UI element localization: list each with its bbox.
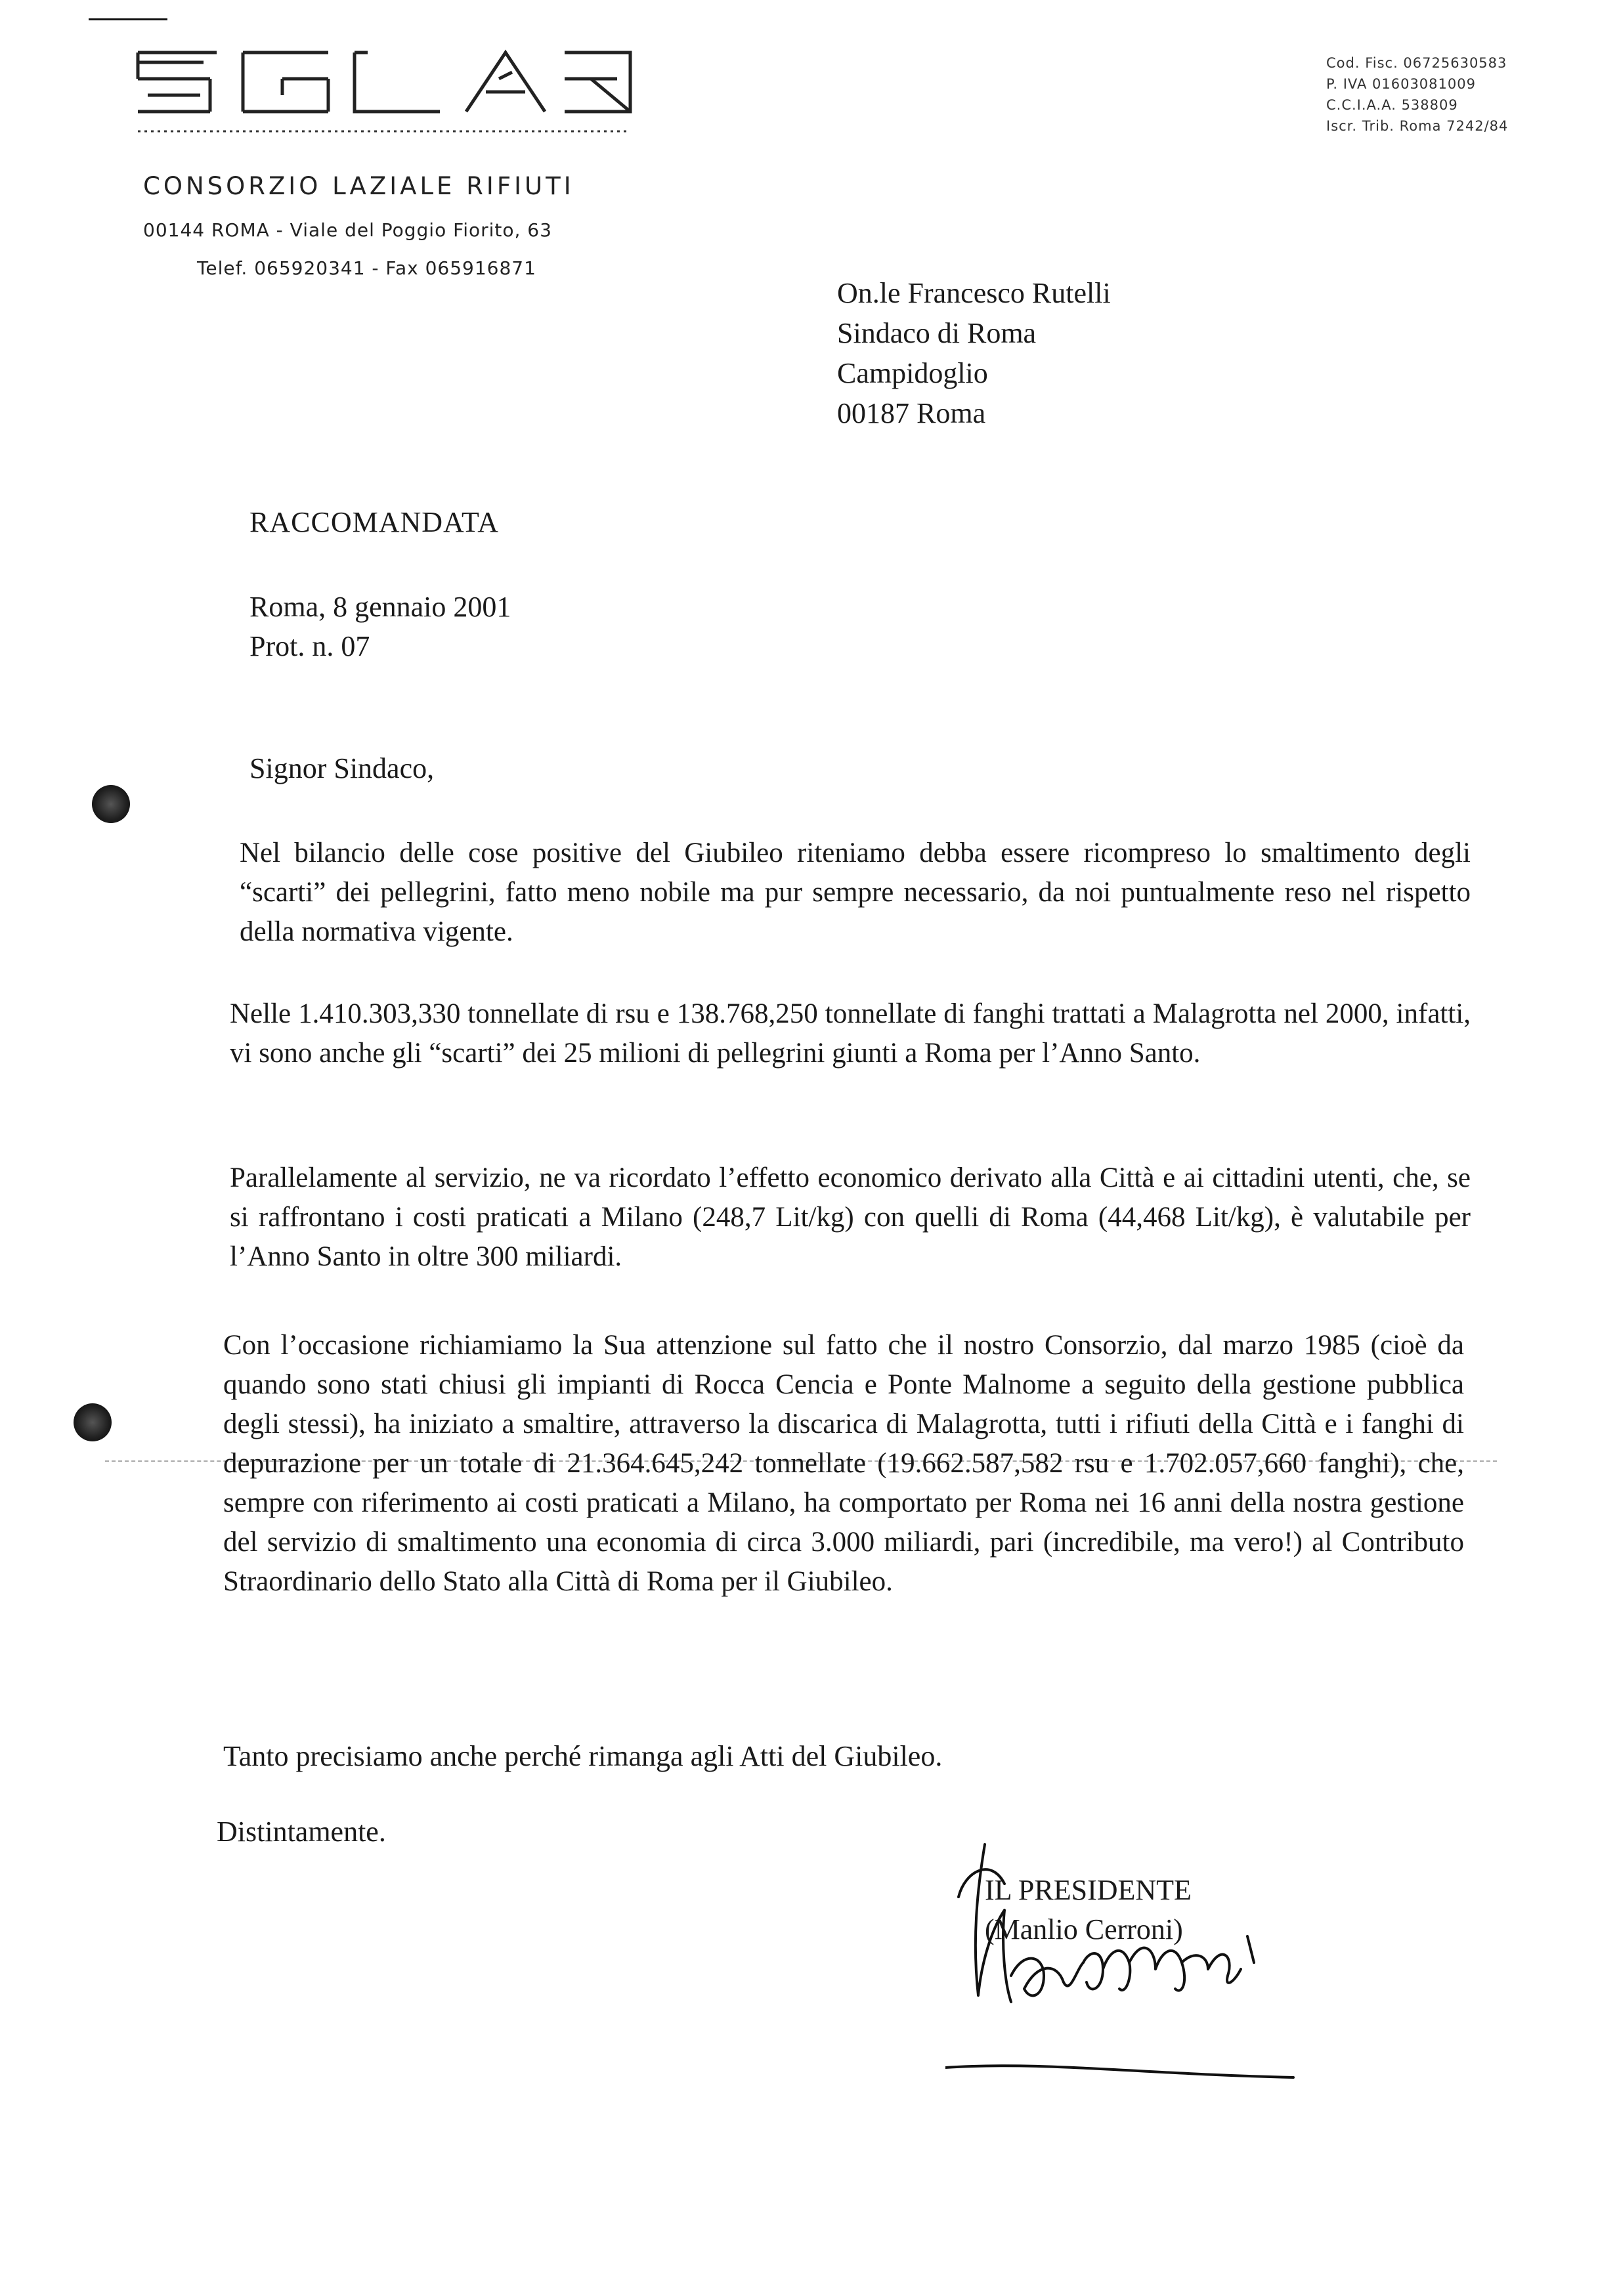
punch-hole	[92, 785, 130, 823]
recipient-name: On.le Francesco Rutelli	[837, 277, 1111, 309]
recipient-city: 00187 Roma	[837, 397, 986, 429]
body-paragraph-3: Parallelamente al servizio, ne va ricordato l’effetto economico derivato alla Città e ai cittadini utenti, che, se si raffrontano i costi praticati a Milano (248,7 Lit/kg) con quelli di Roma (44,468 Lit/kg), è valutabile per l’Anno Santo in oltre 300 miliardi.	[230, 1162, 1471, 1272]
recipient-role: Sindaco di Roma	[837, 317, 1037, 349]
org-phone: Telef. 065920341 - Fax 065916871	[197, 257, 536, 279]
consorzio-logo	[131, 39, 643, 151]
cciaa: C.C.I.A.A. 538809	[1326, 97, 1458, 113]
protocol-number: Prot. n. 07	[249, 630, 370, 662]
regards: Distintamente.	[217, 1816, 386, 1848]
body-paragraph-1: Nel bilancio delle cose positive del Giubileo riteniamo debba essere ricompreso lo smaltimento degli “scarti” dei pellegrini, fatto meno nobile ma pur sempre necessario, da noi puntualmente reso nel rispetto della normativa vigente.	[240, 838, 1471, 947]
body-paragraph-4: Con l’occasione richiamiamo la Sua attenzione sul fatto che il nostro Consorzio, dal marzo 1985 (cioè da quando sono stati chiusi gli impianti di Rocca Cencia e Ponte Malnome a seguito della gestione pubblica degli stessi), ha iniziato a smaltire, attraverso la discarica di Malagrotta, tutti i rifiuti della Città e i fanghi di depurazione per un totale di 21.364.645,242 tonnellate (19.662.587,582 rsu e 1.702.057,660 fanghi), che, sempre con riferimento ai costi praticati a Milano, ha comportato per Roma nei 16 anni della nostra gestione del servizio di smaltimento una economia di circa 3.000 miliardi, pari (incredibile, ma vero!) al Contributo Straordinario dello Stato alla Città di Roma per il Giubileo.	[223, 1330, 1464, 1597]
punch-hole	[74, 1403, 112, 1441]
cod-fisc: Cod. Fisc. 06725630583	[1326, 55, 1507, 71]
org-name: CONSORZIO LAZIALE RIFIUTI	[143, 172, 574, 200]
body-paragraph-2: Nelle 1.410.303,330 tonnellate di rsu e 138.768,250 tonnellate di fanghi trattati a Malagrotta nel 2000, infatti, vi sono anche gli “scarti” dei 25 milioni di pellegrini giunti a Roma per l’Anno Santo.	[230, 998, 1471, 1069]
signatory-title: IL PRESIDENTE	[985, 1874, 1192, 1906]
recipient-place: Campidoglio	[837, 357, 988, 389]
handwritten-signature	[945, 1831, 1339, 2094]
org-address: 00144 ROMA - Viale del Poggio Fiorito, 63	[143, 219, 552, 241]
recipient-block	[837, 273, 1111, 433]
signatory-name: (Manlio Cerroni)	[985, 1913, 1183, 1945]
salutation: Signor Sindaco,	[249, 752, 435, 784]
fiscal-info	[1326, 53, 1508, 137]
letter-date: Roma, 8 gennaio 2001	[249, 591, 511, 623]
iscr-trib: Iscr. Trib. Roma 7242/84	[1326, 118, 1509, 134]
scan-mark	[89, 18, 167, 20]
date-block	[249, 587, 511, 666]
raccomandata-label: RACCOMANDATA	[249, 506, 500, 538]
p-iva: P. IVA 01603081009	[1326, 76, 1476, 92]
closing-line: Tanto precisiamo anche perché rimanga agli Atti del Giubileo.	[223, 1740, 943, 1772]
